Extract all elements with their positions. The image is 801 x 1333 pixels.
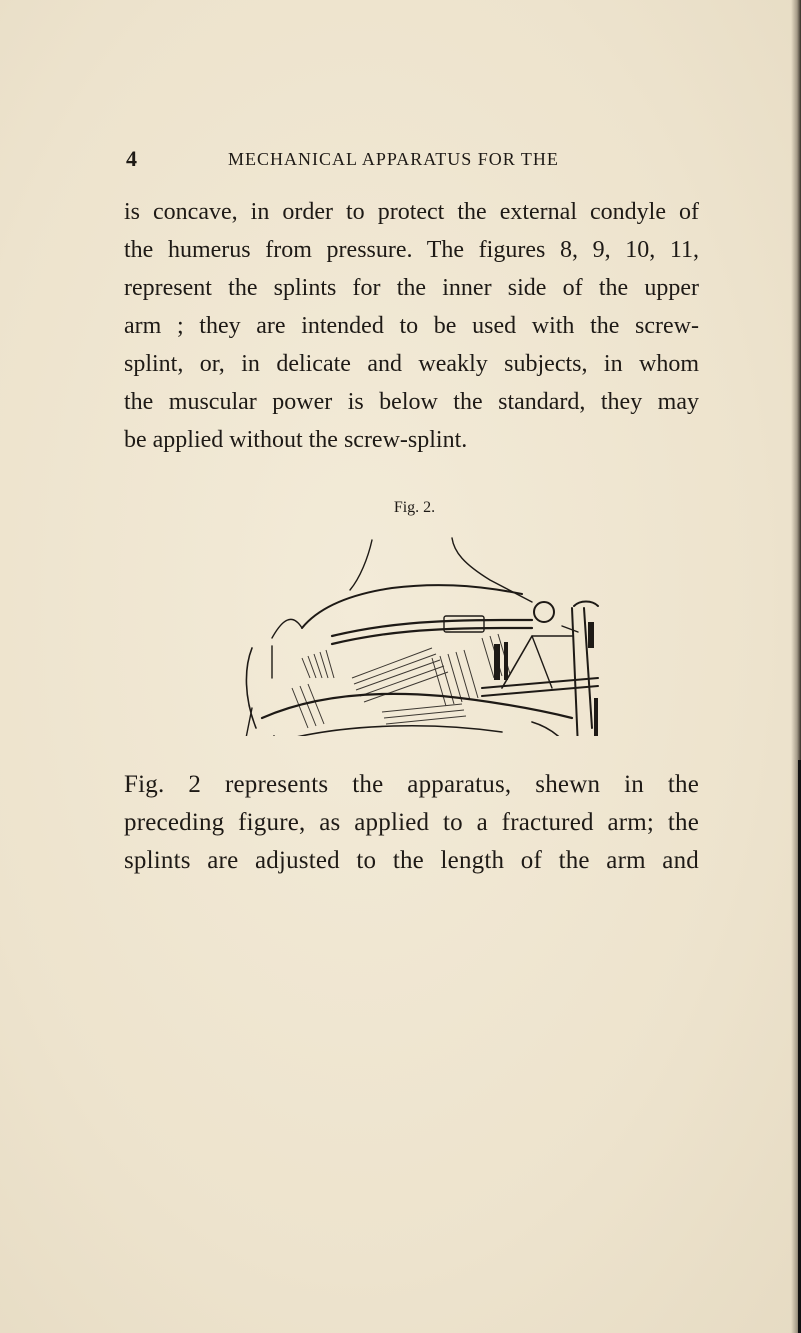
text-line: the muscular power is below the standard, they may	[124, 389, 699, 415]
running-head: MECHANICAL APPARATUS FOR THE	[228, 149, 559, 169]
text-line: preceding figure, as applied to a fractured arm; the	[124, 809, 699, 836]
text-line: is concave, in order to protect the external condyle of	[124, 199, 699, 225]
text-line: the humerus from pressure. The figures 8, 9, 10, 11,	[124, 237, 699, 263]
text-line: Fig. 2 represents the apparatus, shewn in the	[124, 771, 699, 798]
text-line: be applied without the screw-splint.	[124, 427, 468, 453]
text-line: arm ; they are intended to be used with the screw-	[124, 313, 699, 339]
page-header	[126, 146, 698, 174]
figure-caption: Fig. 2.	[393, 499, 436, 516]
text-line: represent the splints for the inner side of the upper	[124, 275, 699, 301]
text-line: splints are adjusted to the length of the arm and	[124, 847, 699, 874]
paragraph-1	[124, 193, 699, 459]
paragraph-2	[124, 766, 699, 880]
page-number: 4	[126, 146, 138, 171]
figure-illustration	[232, 528, 618, 736]
arm-splint-engraving	[232, 528, 618, 736]
text-line: splint, or, in delicate and weakly subjects, in whom	[124, 351, 699, 377]
